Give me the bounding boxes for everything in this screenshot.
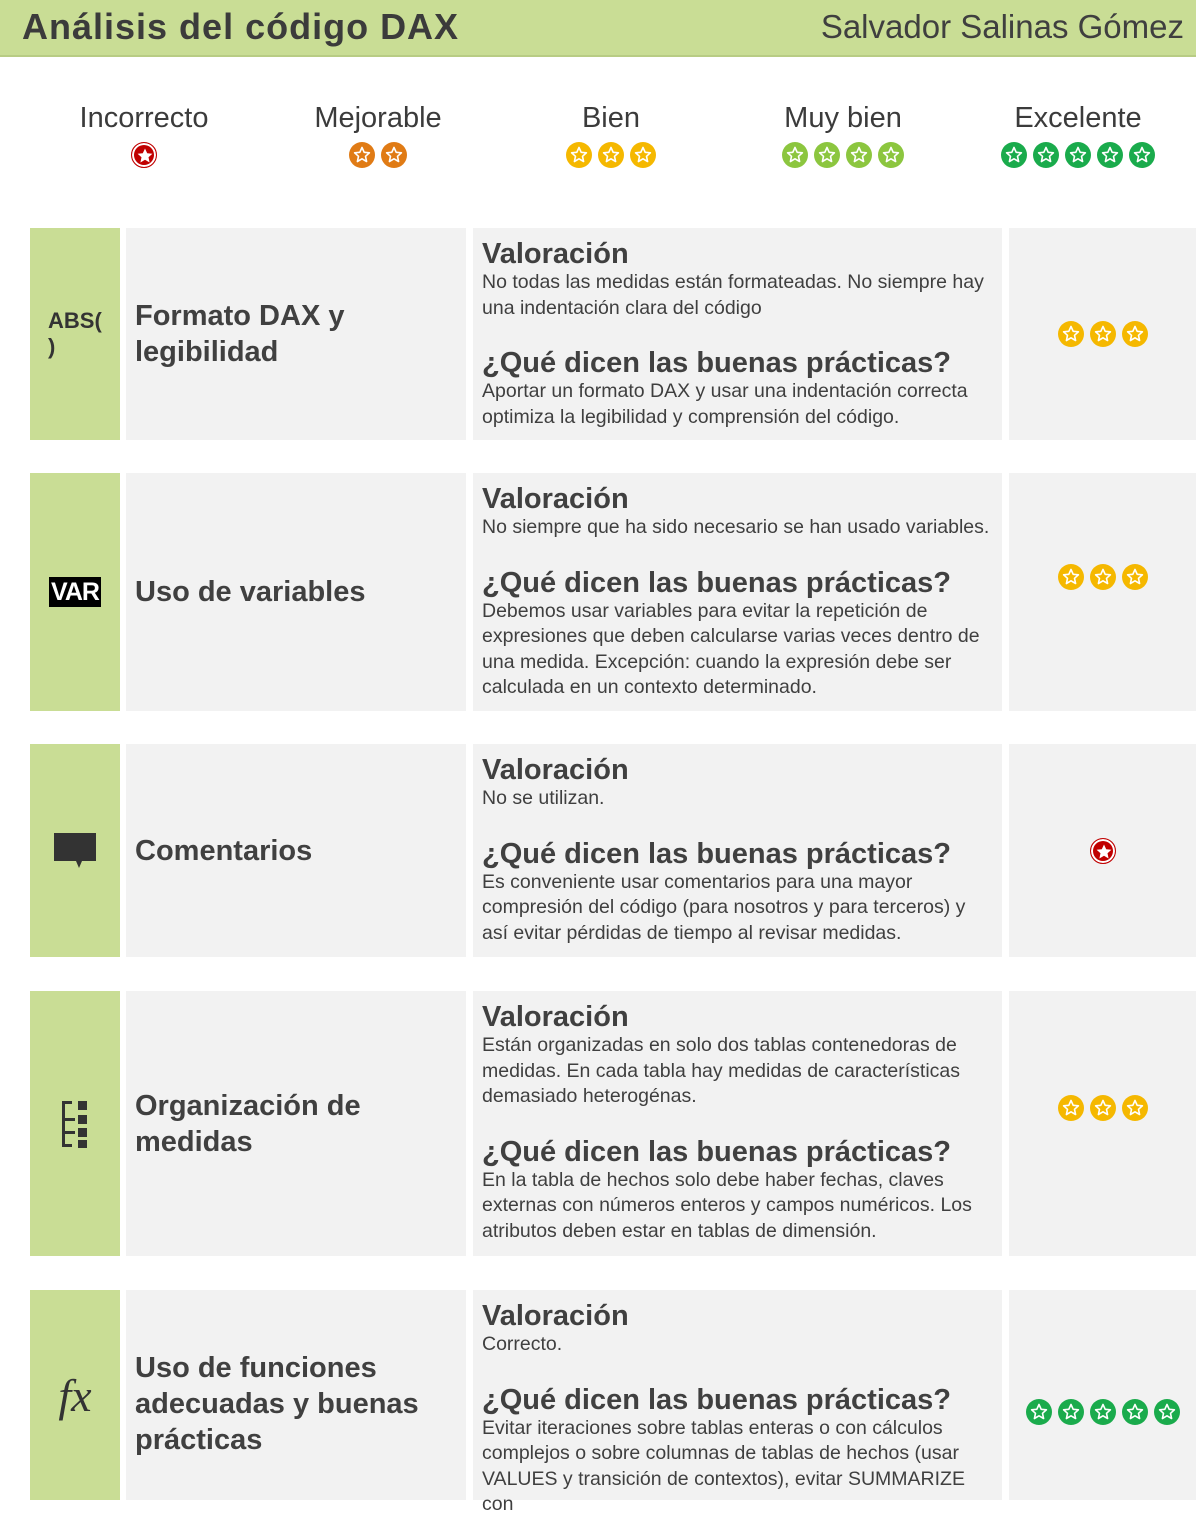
valoracion-text: No siempre que ha sido necesario se han usado variables.	[482, 516, 990, 538]
star-icon	[381, 142, 407, 168]
rating-stars	[1009, 991, 1196, 1225]
row-title: Comentarios	[135, 834, 313, 867]
hierarchy-icon	[60, 1099, 90, 1149]
legend-label: Mejorable	[314, 102, 442, 134]
row-title-cell	[126, 473, 466, 711]
practicas-text: Evitar iteraciones sobre tablas enteras o con cálculos complejos o sobre columnas de tablas de hechos (usar VALUES y transición de contextos), evitar SUMMARIZE con	[482, 1416, 965, 1515]
row-icon-cell	[30, 1290, 120, 1500]
star-icon	[878, 142, 904, 168]
row-title: Uso de variables	[135, 576, 366, 608]
row-rating-cell	[1009, 744, 1196, 957]
row-rating-cell	[1009, 991, 1196, 1256]
row-text-cell	[473, 1290, 1002, 1515]
valoracion-heading: Valoración	[482, 483, 629, 515]
valoracion-heading: Valoración	[482, 1300, 629, 1332]
valoracion-text: Correcto.	[482, 1333, 563, 1355]
row-title-cell	[126, 991, 466, 1256]
row-text-cell	[473, 744, 1002, 957]
valoracion-heading: Valoración	[482, 754, 629, 786]
row-icon-cell	[30, 228, 120, 440]
practicas-text: Aportar un formato DAX y usar una indentación correcta optimiza la legibilidad y comprensión del código.	[482, 380, 968, 428]
row-text-cell	[473, 991, 1002, 1256]
legend-item-excelente	[958, 100, 1198, 168]
star-icon	[814, 142, 840, 168]
star-icon	[782, 142, 808, 168]
row-text-cell	[473, 228, 1002, 440]
star-icon	[1065, 142, 1091, 168]
legend-item-bien	[491, 100, 731, 168]
valoracion-heading: Valoración	[482, 238, 629, 270]
row-title: Organización de medidas	[135, 1089, 361, 1158]
row-title-cell	[126, 228, 466, 440]
rating-stars	[1009, 744, 1196, 957]
legend-stars	[24, 142, 264, 168]
star-icon	[1090, 321, 1116, 347]
row-rating-cell	[1009, 1290, 1196, 1500]
practicas-text: Debemos usar variables para evitar la repetición de expresiones que deben calcularse varias veces dentro de una medida. Excepción: cuando la expresión debe ser calculada en un contexto determinado.	[482, 599, 980, 698]
star-icon	[1090, 1399, 1116, 1425]
row-text-cell	[473, 473, 1002, 711]
criteria-row-variables	[30, 473, 1196, 711]
star-icon	[1122, 1399, 1148, 1425]
valoracion-heading: Valoración	[482, 1001, 629, 1033]
star-icon	[1058, 564, 1084, 590]
legend-stars	[958, 142, 1198, 168]
legend-stars	[491, 142, 731, 168]
row-icon-cell	[30, 473, 120, 711]
row-title-cell	[126, 1290, 466, 1500]
practicas-heading: ¿Qué dicen las buenas prácticas?	[482, 1383, 951, 1416]
valoracion-text: Están organizadas en solo dos tablas contenedoras de medidas. En cada tabla hay medidas de características demasiado heterogénas.	[482, 1034, 961, 1107]
abs-function-icon: ABS( )	[48, 308, 102, 359]
legend-stars	[723, 142, 963, 168]
practicas-heading: ¿Qué dicen las buenas prácticas?	[482, 837, 951, 870]
star-icon	[1033, 142, 1059, 168]
page-title: Análisis del código DAX	[22, 6, 460, 47]
star-icon	[1122, 564, 1148, 590]
valoracion-text: No se utilizan.	[482, 787, 605, 809]
rating-stars	[1009, 1290, 1196, 1534]
comment-icon	[52, 831, 98, 871]
star-icon	[349, 142, 375, 168]
star-icon	[1058, 1399, 1084, 1425]
legend-item-muy-bien	[723, 100, 963, 168]
fx-function-icon: fx	[58, 1369, 92, 1421]
legend-item-mejorable	[258, 100, 498, 168]
star-icon	[131, 142, 157, 168]
star-icon	[846, 142, 872, 168]
row-rating-cell	[1009, 228, 1196, 440]
star-icon	[1122, 321, 1148, 347]
criteria-row-comentarios	[30, 744, 1196, 957]
var-icon: VAR	[51, 578, 99, 606]
practicas-heading: ¿Qué dicen las buenas prácticas?	[482, 566, 951, 599]
star-icon	[630, 142, 656, 168]
practicas-heading: ¿Qué dicen las buenas prácticas?	[482, 347, 951, 379]
legend-stars	[258, 142, 498, 168]
star-icon	[566, 142, 592, 168]
legend-item-incorrecto	[24, 100, 264, 168]
legend-label: Excelente	[1014, 102, 1142, 134]
row-icon-cell	[30, 744, 120, 957]
practicas-text: En la tabla de hechos solo debe haber fechas, claves externas con números enteros y campos numéricos. Los atributos deben estar en tablas de dimensión.	[482, 1168, 972, 1242]
legend-label: Bien	[581, 102, 641, 134]
star-icon	[1122, 1095, 1148, 1121]
star-icon	[1129, 142, 1155, 168]
star-icon	[1026, 1399, 1052, 1425]
criteria-row-organizacion	[30, 991, 1196, 1256]
valoracion-text: No todas las medidas están formateadas. No siempre hay una indentación clara del código	[482, 271, 984, 319]
star-icon	[1154, 1399, 1180, 1425]
star-icon	[1058, 1095, 1084, 1121]
rating-stars	[1009, 228, 1196, 440]
practicas-heading: ¿Qué dicen las buenas prácticas?	[482, 1135, 951, 1168]
star-icon	[598, 142, 624, 168]
row-icon-cell	[30, 991, 120, 1256]
practicas-text: Es conveniente usar comentarios para una mayor compresión del código (para nosotros y para terceros) y así evitar pérdidas de tiempo al revisar medidas.	[482, 870, 966, 944]
criteria-row-funciones	[30, 1290, 1196, 1515]
star-icon	[1090, 838, 1116, 864]
header-bar	[0, 0, 1196, 57]
row-rating-cell	[1009, 473, 1196, 711]
row-title: Formato DAX y legibilidad	[135, 300, 345, 368]
star-icon	[1001, 142, 1027, 168]
rating-stars	[1009, 473, 1196, 681]
star-icon	[1097, 142, 1123, 168]
criteria-row-formato	[30, 228, 1196, 440]
legend-label: Incorrecto	[79, 102, 209, 134]
author-name: Salvador Salinas Gómez	[820, 8, 1184, 45]
star-icon	[1090, 1095, 1116, 1121]
star-icon	[1058, 321, 1084, 347]
row-title-cell	[126, 744, 466, 957]
row-title: Uso de funciones adecuadas y buenas prácticas	[135, 1352, 419, 1456]
star-icon	[1090, 564, 1116, 590]
legend-label: Muy bien	[784, 102, 902, 134]
